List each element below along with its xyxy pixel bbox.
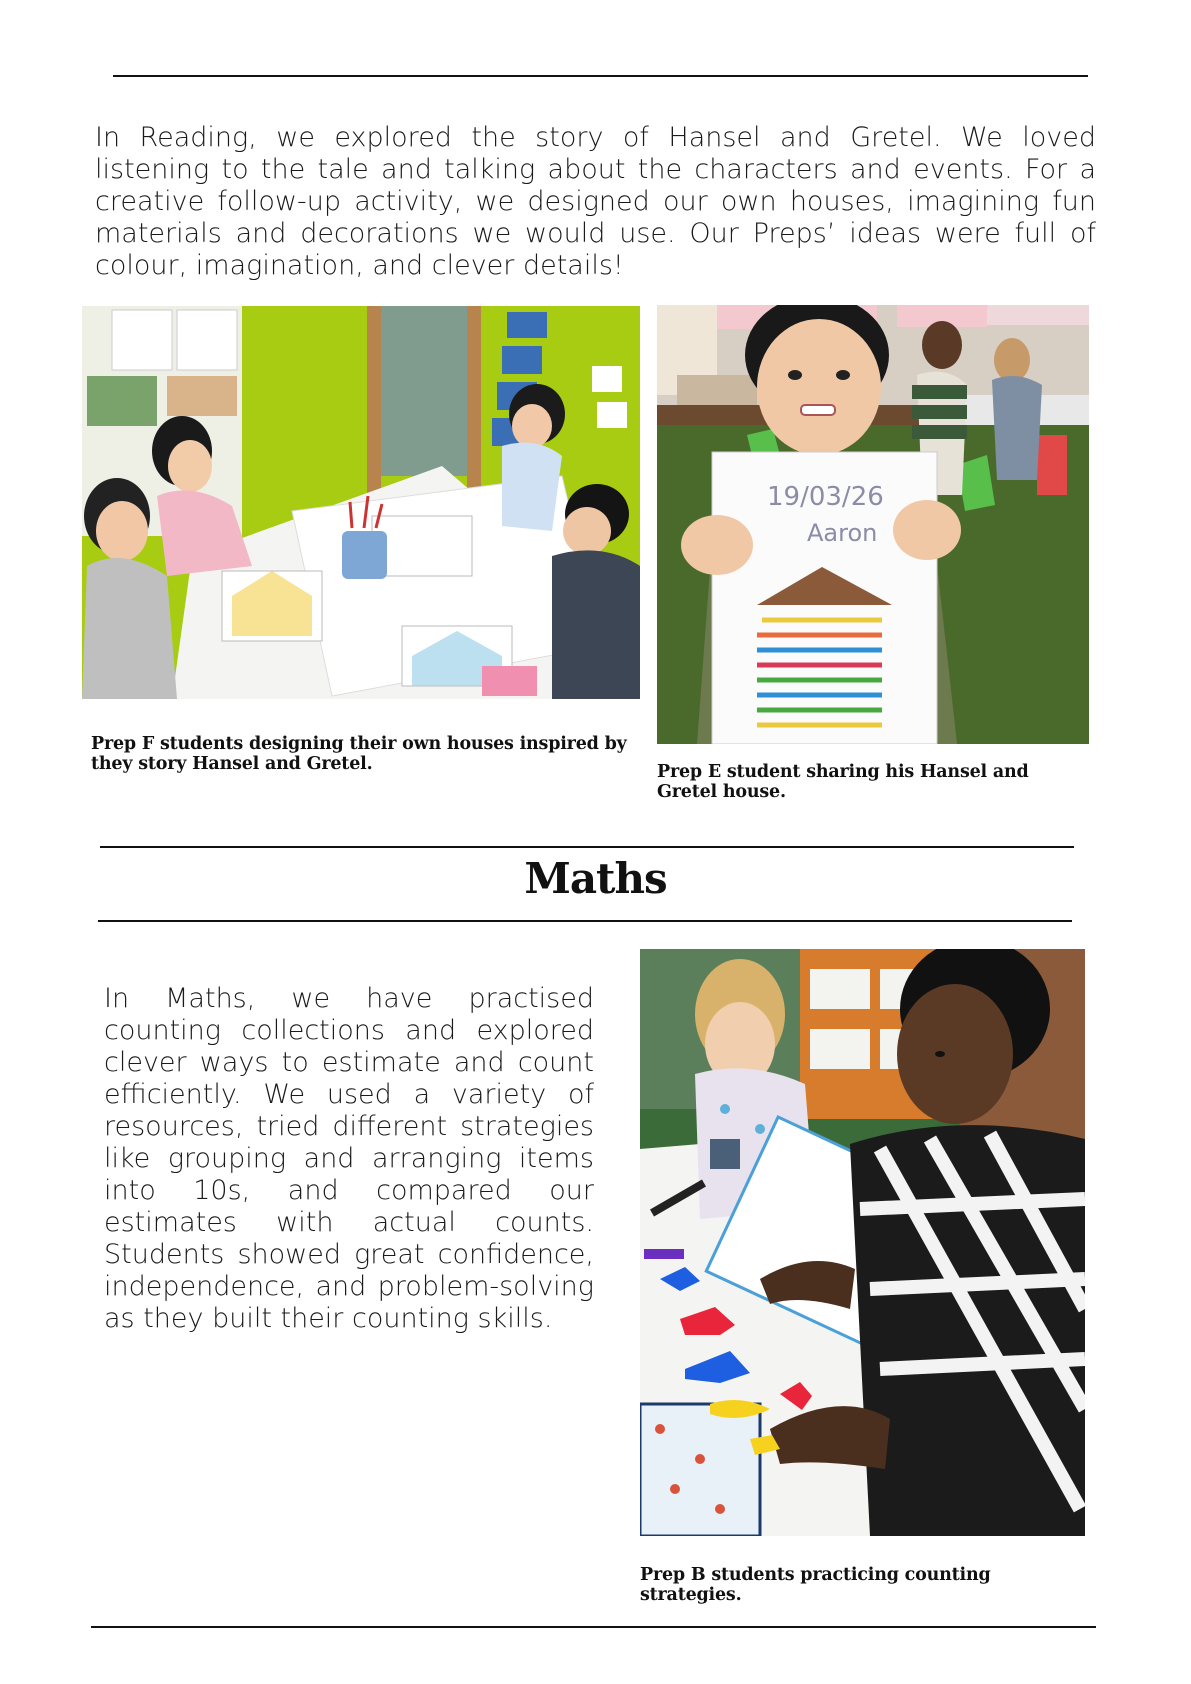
photo-prep-f-students (82, 306, 640, 699)
photo-left-caption: Prep F students designing their own houses inspired by they story Hansel and Gretel. (91, 734, 627, 774)
maths-paragraph: In Maths, we have practised counting collections and explored clever ways to estimate and count efficiently. We used a variety of resources, tried different strategies like grouping and arranging items into 10s, and compared our estimates with actual counts. Students showed great confidence, independence, and problem-solving as they built their counting skills. (104, 983, 594, 1334)
photo-prep-b-students (640, 949, 1085, 1536)
drawing-date-text: 19/03/26 (767, 482, 884, 512)
bottom-divider (91, 1626, 1096, 1628)
maths-photo-caption: Prep B students practicing counting strategies. (640, 1565, 991, 1605)
photo-prep-e-student (657, 305, 1089, 744)
maths-heading: Maths (524, 854, 667, 903)
top-divider (113, 75, 1088, 77)
reading-paragraph: In Reading, we explored the story of Hansel and Gretel. We loved listening to the tale and talking about the characters and events. For a creative follow-up activity, we designed our own houses, imagining fun materials and decorations we would use. Our Preps’ ideas were full of colour, imagination, and clever details! (95, 122, 1096, 281)
photo-right-caption: Prep E student sharing his Hansel and Gretel house. (657, 762, 1029, 802)
drawing-name-text: Aaron (807, 519, 878, 547)
maths-bottom-divider (98, 920, 1072, 922)
maths-top-divider (100, 846, 1074, 848)
